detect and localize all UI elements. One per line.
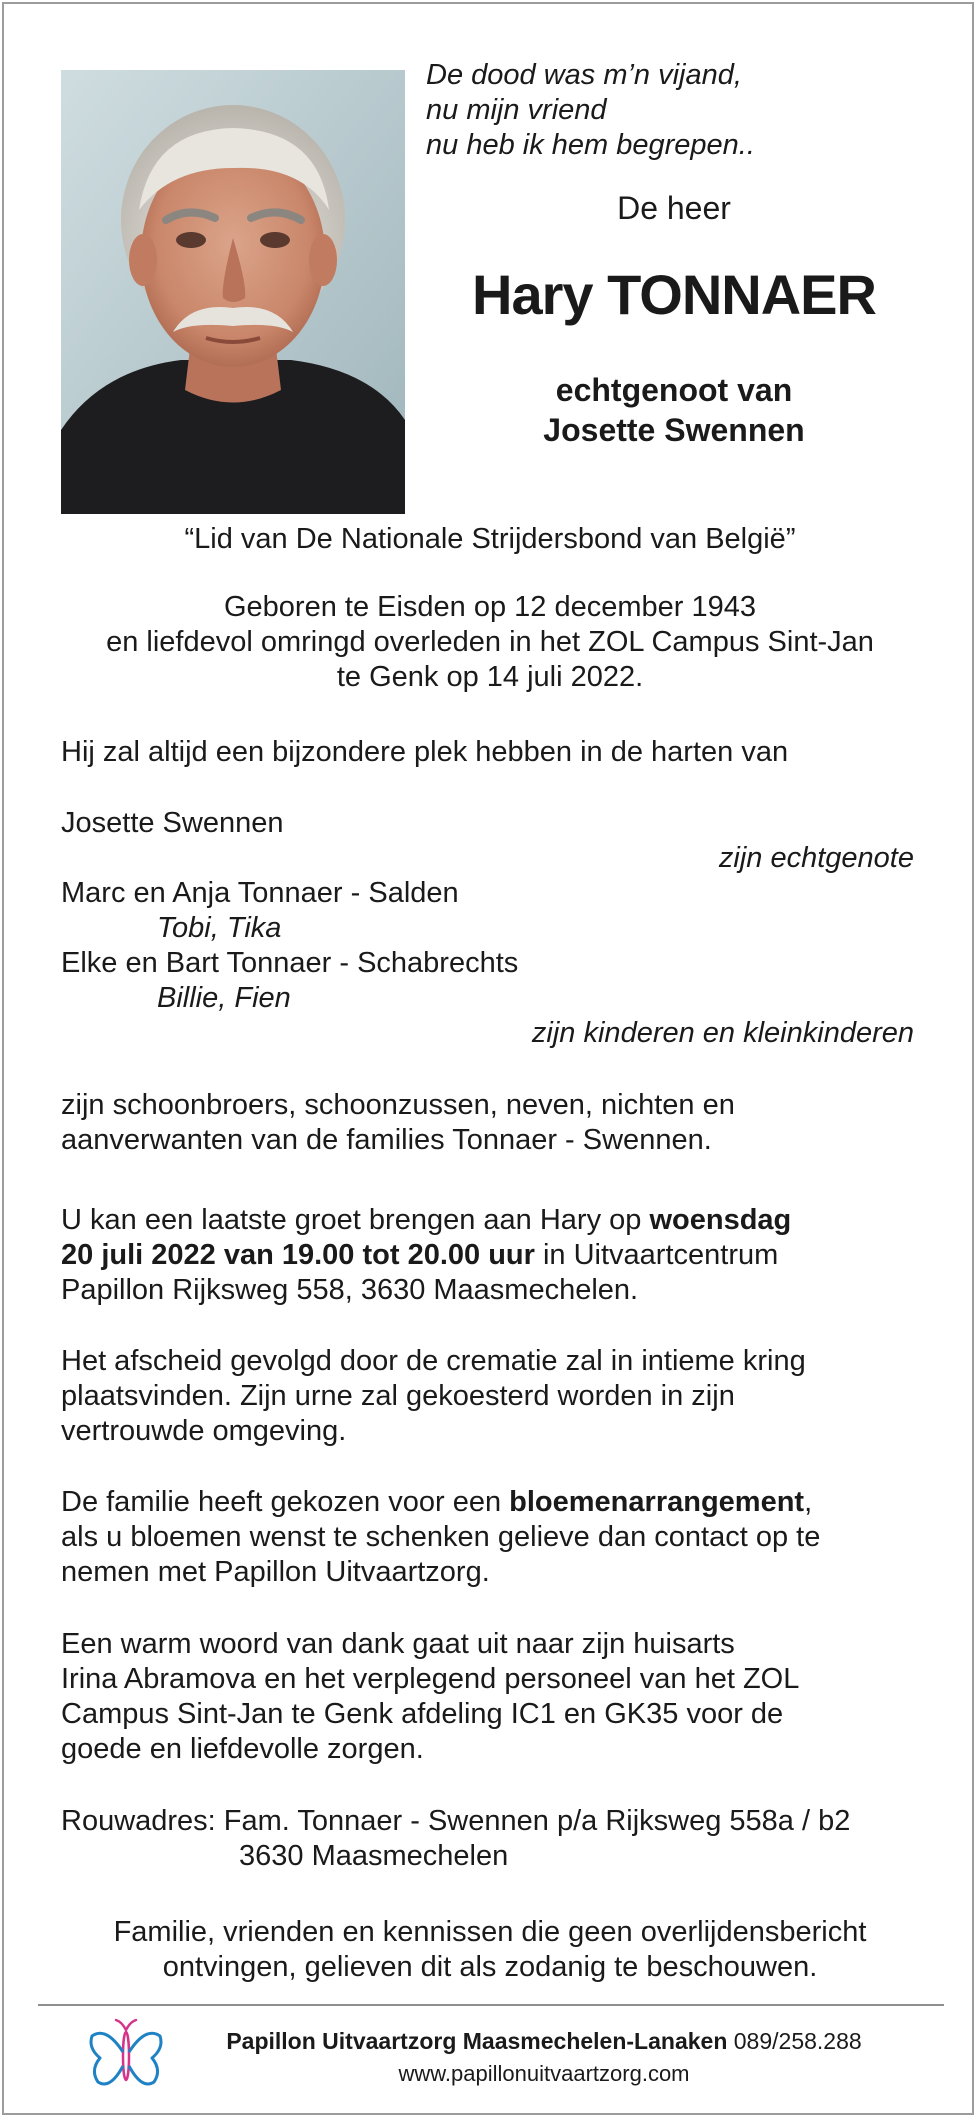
notice-text	[34, 1915, 946, 1985]
butterfly-icon	[86, 2018, 166, 2092]
portrait-photo	[61, 70, 405, 514]
footer-company-line	[184, 2028, 904, 2055]
farewell-line	[61, 1203, 941, 1238]
footer-website[interactable]: www.papillonuitvaartzorg.com	[398, 2061, 690, 2086]
birth-death-line: en liefdevol omringd overleden in het ZOL Campus Sint-Jan	[106, 626, 874, 658]
thanks-line: Irina Abramova en het verplegend personeel van het ZOL	[61, 1663, 800, 1695]
birth-death-line: te Genk op 14 juli 2022.	[336, 661, 644, 693]
grandchildren-1: Tobi, Tika	[157, 912, 282, 944]
salutation: De heer	[617, 190, 731, 226]
cremation-line: Het afscheid gevolgd door de crematie zal in intieme kring	[61, 1345, 806, 1377]
cremation-line: plaatsvinden. Zijn urne zal gekoesterd worden in zijn	[61, 1380, 735, 1412]
relatives-line: aanverwanten van de families Tonnaer - Swennen.	[61, 1124, 712, 1156]
flowers-arrangement: bloemenarrangement	[509, 1486, 805, 1518]
thanks-line: goede en liefdevolle zorgen.	[61, 1733, 424, 1765]
flowers-text-part: ,	[804, 1486, 813, 1518]
address-line: 3630 Maasmechelen	[239, 1840, 509, 1872]
deceased-name: Hary TONNAER	[472, 263, 876, 326]
address-line: Rouwadres: Fam. Tonnaer - Swennen p/a Rijksweg 558a / b2	[61, 1805, 851, 1837]
flowers-line: nemen met Papillon Uitvaartzorg.	[61, 1556, 490, 1588]
thanks-line: Campus Sint-Jan te Genk afdeling IC1 en GK35 voor de	[61, 1698, 784, 1730]
birth-death-line: Geboren te Eisden op 12 december 1943	[223, 591, 757, 623]
flowers-line	[61, 1485, 941, 1520]
farewell-datetime: 20 juli 2022 van 19.00 tot 20.00 uur	[61, 1239, 535, 1271]
relatives-text	[61, 1088, 941, 1158]
child-family-2: Elke en Bart Tonnaer - Schabrechts	[61, 947, 519, 979]
flowers-text	[61, 1485, 941, 1590]
spouse-heading-line: echtgenoot van	[555, 372, 793, 408]
intro-text: Hij zal altijd een bijzondere plek hebben in de harten van	[61, 736, 789, 768]
poem-line: nu heb ik hem begrepen..	[426, 129, 755, 161]
mourning-address	[61, 1804, 941, 1874]
farewell-text-part: in Uitvaartcentrum	[534, 1239, 779, 1271]
notice-line: ontvingen, gelieven dit als zodanig te beschouwen.	[162, 1951, 818, 1983]
children-label: zijn kinderen en kleinkinderen	[531, 1017, 914, 1049]
thanks-line: Een warm woord van dank gaat uit naar zijn huisarts	[61, 1628, 735, 1660]
membership-quote: “Lid van De Nationale Strijdersbond van België”	[184, 523, 796, 555]
portrait-image	[61, 70, 405, 514]
poem	[426, 58, 946, 163]
footer-divider	[38, 2004, 944, 2006]
obituary-card	[2, 2, 974, 2115]
footer-phone: 089/258.288	[733, 2028, 862, 2054]
poem-line: nu mijn vriend	[426, 94, 607, 126]
spouse-heading-name: Josette Swennen	[543, 412, 805, 448]
spouse-heading	[434, 370, 914, 450]
farewell-day: woensdag	[649, 1204, 792, 1236]
flowers-text-part: De familie heeft gekozen voor een	[61, 1486, 510, 1518]
spouse-name: Josette Swennen	[61, 807, 284, 839]
farewell-line: Papillon Rijksweg 558, 3630 Maasmechelen.	[61, 1274, 639, 1306]
child-family-1: Marc en Anja Tonnaer - Salden	[61, 877, 459, 909]
cremation-line: vertrouwde omgeving.	[61, 1415, 347, 1447]
poem-line: De dood was m’n vijand,	[426, 59, 742, 91]
farewell-text-part: U kan een laatste groet brengen aan Hary op	[61, 1204, 650, 1236]
birth-death-info	[34, 590, 946, 695]
notice-line: Familie, vrienden en kennissen die geen overlijdensbericht	[113, 1916, 867, 1948]
footer-company: Papillon Uitvaartzorg Maasmechelen-Lanaken	[226, 2028, 728, 2054]
flowers-line: als u bloemen wenst te schenken gelieve dan contact op te	[61, 1521, 821, 1553]
grandchildren-2: Billie, Fien	[157, 982, 291, 1014]
cremation-text	[61, 1344, 941, 1449]
thanks-text	[61, 1627, 941, 1767]
relatives-line: zijn schoonbroers, schoonzussen, neven, nichten en	[61, 1089, 735, 1121]
farewell-line	[61, 1238, 941, 1273]
farewell-text	[61, 1203, 941, 1308]
spouse-label: zijn echtgenote	[718, 842, 914, 874]
